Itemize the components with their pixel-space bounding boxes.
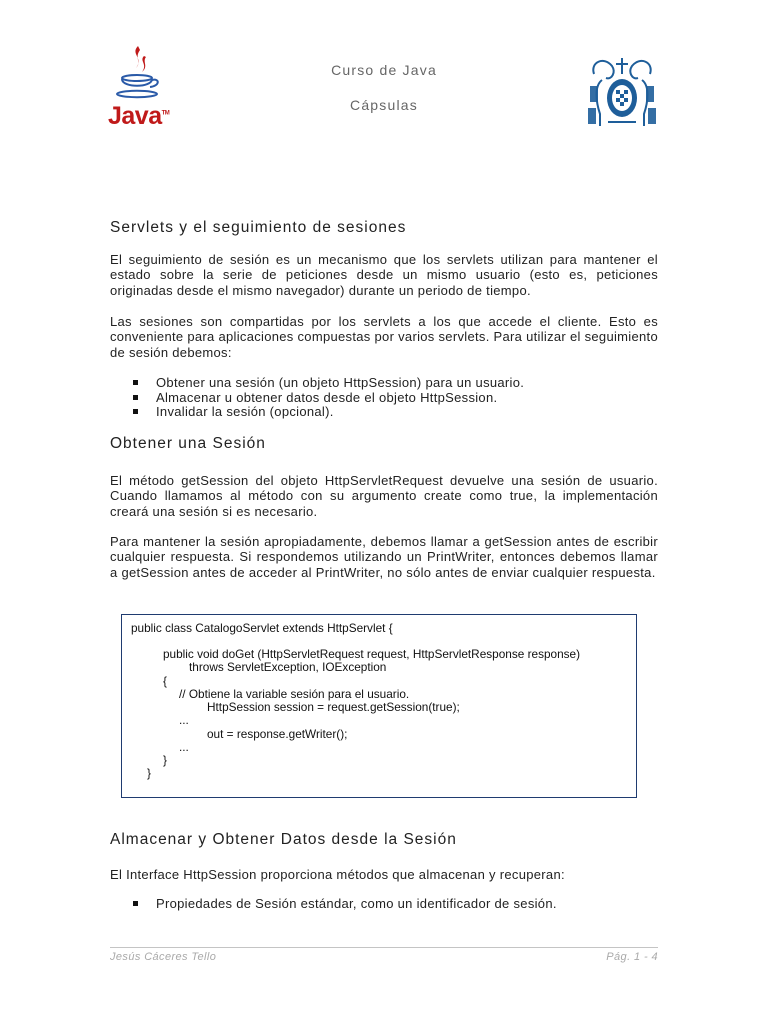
code-line: ... bbox=[179, 740, 189, 754]
paragraph: El método getSession del objeto HttpServletRequest devuelve una sesión de usuario. Cuando llamamos al método con su argumento create como true, la implementación creará una sesión si es necesario. bbox=[110, 473, 658, 519]
bullet-list bbox=[130, 897, 557, 912]
course-title: Curso de Java bbox=[331, 62, 437, 78]
list-item: Obtener una sesión (un objeto HttpSession) para un usuario. bbox=[130, 376, 524, 391]
section-title-obtener: Obtener una Sesión bbox=[110, 435, 266, 452]
bullet-square-icon bbox=[133, 380, 138, 385]
footer-divider bbox=[110, 947, 658, 948]
code-line: public void doGet (HttpServletRequest request, HttpServletResponse response) bbox=[163, 647, 581, 661]
code-line: ... bbox=[179, 713, 189, 727]
list-item: Almacenar u obtener datos desde el objeto HttpSession. bbox=[130, 391, 524, 406]
code-line: // Obtiene la variable sesión para el usuario. bbox=[179, 687, 410, 701]
code-line: public class CatalogoServlet extends HttpServlet { bbox=[131, 621, 393, 635]
footer-author: Jesús Cáceres Tello bbox=[110, 951, 217, 963]
footer-page-number: Pág. 1 - 4 bbox=[606, 951, 658, 963]
code-line: } bbox=[147, 766, 151, 780]
paragraph: Las sesiones son compartidas por los servlets a los que accede el cliente. Esto es conveniente para aplicaciones compuestas por varios servlets. Para utilizar el seguimiento de sesión debemos: bbox=[110, 314, 658, 360]
code-block bbox=[121, 614, 637, 798]
list-item: Invalidar la sesión (opcional). bbox=[130, 405, 524, 420]
java-logo bbox=[108, 42, 168, 130]
code-line: } bbox=[163, 753, 167, 767]
university-seal-icon bbox=[586, 52, 658, 130]
paragraph: Para mantener la sesión apropiadamente, debemos llamar a getSession antes de escribir cualquier respuesta. Si respondemos utilizando un PrintWriter, entonces debemos llamar a getSession antes de acceder al PrintWriter, no sólo antes de enviar cualquier respuesta. bbox=[110, 534, 658, 580]
bullet-square-icon bbox=[133, 409, 138, 414]
paragraph: El seguimiento de sesión es un mecanismo que los servlets utilizan para mantener el estado sobre la serie de peticiones desde un mismo usuario (esto es, peticiones originadas desde el mismo navegador) durante un periodo de tiempo. bbox=[110, 252, 658, 298]
list-item: Propiedades de Sesión estándar, como un identificador de sesión. bbox=[130, 897, 557, 912]
code-line: { bbox=[163, 674, 167, 688]
bullet-square-icon bbox=[133, 901, 138, 906]
paragraph: El Interface HttpSession proporciona métodos que almacenan y recuperan: bbox=[110, 867, 565, 882]
bullet-square-icon bbox=[133, 395, 138, 400]
course-subtitle: Cápsulas bbox=[350, 97, 418, 113]
code-line: throws ServletException, IOException bbox=[189, 660, 387, 674]
section-title-servlets: Servlets y el seguimiento de sesiones bbox=[110, 219, 407, 236]
code-line: out = response.getWriter(); bbox=[207, 727, 348, 741]
java-wordmark: Java™ bbox=[108, 102, 170, 130]
code-line: HttpSession session = request.getSession(true); bbox=[207, 700, 460, 714]
bullet-list bbox=[130, 376, 524, 420]
section-title-almacenar: Almacenar y Obtener Datos desde la Sesión bbox=[110, 831, 457, 848]
